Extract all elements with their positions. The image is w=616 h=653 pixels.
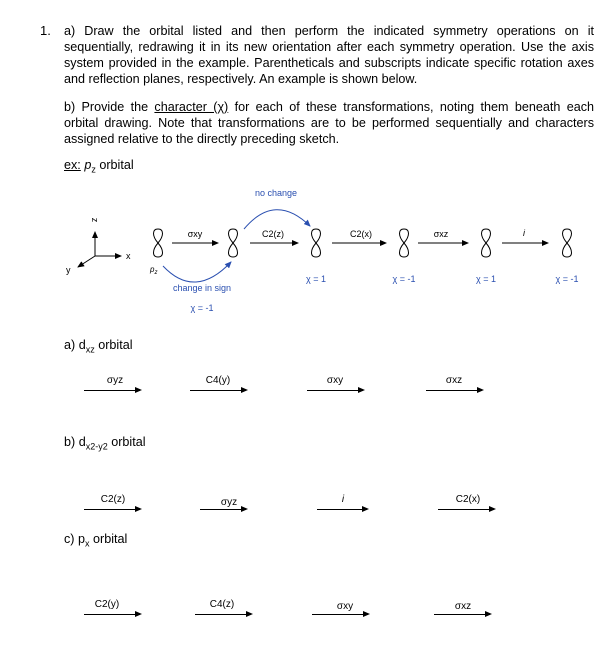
chi-2: χ = 1 xyxy=(306,274,326,284)
axis-system xyxy=(66,218,131,275)
part-a-letter: a) d xyxy=(64,338,86,352)
ex-op-5: i xyxy=(523,228,525,238)
part-c-op-4: σxz xyxy=(454,601,472,612)
character-link[interactable]: character (χ) xyxy=(154,100,229,114)
part-a-arrow-2 xyxy=(190,390,246,391)
part-a-instructions xyxy=(64,23,594,87)
question-number: 1. xyxy=(40,23,51,38)
orbital-4 xyxy=(400,229,409,257)
part-c-arrow-3 xyxy=(312,614,368,615)
part-b-arrow-2 xyxy=(200,509,246,510)
orbital-1 xyxy=(154,229,163,257)
part-c-rest: orbital xyxy=(89,532,128,546)
change-sign-arc xyxy=(163,262,231,282)
part-a-op-3: σxy xyxy=(326,375,344,386)
part-c-arrow-1 xyxy=(84,614,140,615)
pz-label: $p_z$ xyxy=(150,265,158,276)
axis-x-label: x xyxy=(126,251,131,261)
ex-op-4: σxz xyxy=(433,229,449,239)
ex-orbital-rest: orbital xyxy=(95,158,134,172)
part-b-arrow-3 xyxy=(317,509,367,510)
chi-3: χ = -1 xyxy=(392,274,416,284)
chi-4: χ = 1 xyxy=(476,274,496,284)
axis-z-label: z xyxy=(90,217,100,223)
ex-orbital-sub: z xyxy=(91,164,96,175)
part-a-sub: xz xyxy=(85,344,95,355)
example-diagram xyxy=(0,180,616,330)
no-change-label: no change xyxy=(254,188,298,198)
part-c-sub: x xyxy=(85,538,90,549)
ex-op-2: C2(z) xyxy=(262,229,284,239)
part-b-sub: x2-y2 xyxy=(85,441,108,452)
part-c-op-1: C2(y) xyxy=(94,599,120,610)
part-b-label xyxy=(64,435,146,452)
part-b-op-1: C2(z) xyxy=(100,494,126,505)
part-a-op-4: σxz xyxy=(445,375,463,386)
part-b-instructions xyxy=(64,99,594,147)
part-a-label xyxy=(64,338,133,355)
part-a-op-1: σyz xyxy=(106,375,124,386)
part-b-arrow-1 xyxy=(84,509,140,510)
example-label xyxy=(64,158,134,175)
part-a-prefix: a) xyxy=(64,24,76,38)
part-b-letter: b) d xyxy=(64,435,86,449)
chi-first: χ = -1 xyxy=(190,303,214,313)
part-a-arrow-1 xyxy=(84,390,140,391)
no-change-arc xyxy=(244,210,310,229)
part-c-label xyxy=(64,532,127,549)
part-a-text: Draw the orbital listed and then perform the indicated symmetry operations on it sequentially, redrawing it in its new orientation after each symmetry operation. Use the axis system provided in the example. Parentheticals and subscripts indicate specific rotation axes and reflection planes, respectively. An example is shown below. xyxy=(64,24,594,86)
part-c-op-2: C4(z) xyxy=(209,599,235,610)
part-b-op-2: σyz xyxy=(220,497,238,508)
part-b-op-3: i xyxy=(341,494,345,505)
part-a-rest: orbital xyxy=(94,338,133,352)
part-b-rest: orbital xyxy=(107,435,146,449)
ex-op-1: σxy xyxy=(187,229,203,239)
ex-op-3: C2(x) xyxy=(350,229,372,239)
part-b-prefix: b) Provide the xyxy=(64,100,149,114)
change-sign-label: change in sign xyxy=(172,283,232,293)
chi-5: χ = -1 xyxy=(555,274,579,284)
part-c-arrow-2 xyxy=(195,614,251,615)
orbital-5 xyxy=(482,229,491,257)
part-c-op-3: σxy xyxy=(336,601,354,612)
orbital-3 xyxy=(312,229,321,257)
part-a-arrow-4 xyxy=(426,390,482,391)
ex-label: ex: xyxy=(64,158,81,172)
part-b-arrow-4 xyxy=(438,509,494,510)
part-b-text: for each of these transformations, noting them beneath each orbital drawing. Note that transformations are to be performed sequentially and characters assigned relative to the directly preceding sketch. xyxy=(64,100,595,146)
part-a-op-2: C4(y) xyxy=(205,375,231,386)
part-c-arrow-4 xyxy=(434,614,490,615)
part-a-arrow-3 xyxy=(307,390,363,391)
ex-orbital-letter: p xyxy=(84,158,92,172)
orbital-6 xyxy=(563,229,572,257)
part-c-letter: c) p xyxy=(64,532,85,546)
part-b-op-4: C2(x) xyxy=(455,494,481,505)
axis-y-label: y xyxy=(66,265,71,275)
orbital-2 xyxy=(229,229,238,257)
